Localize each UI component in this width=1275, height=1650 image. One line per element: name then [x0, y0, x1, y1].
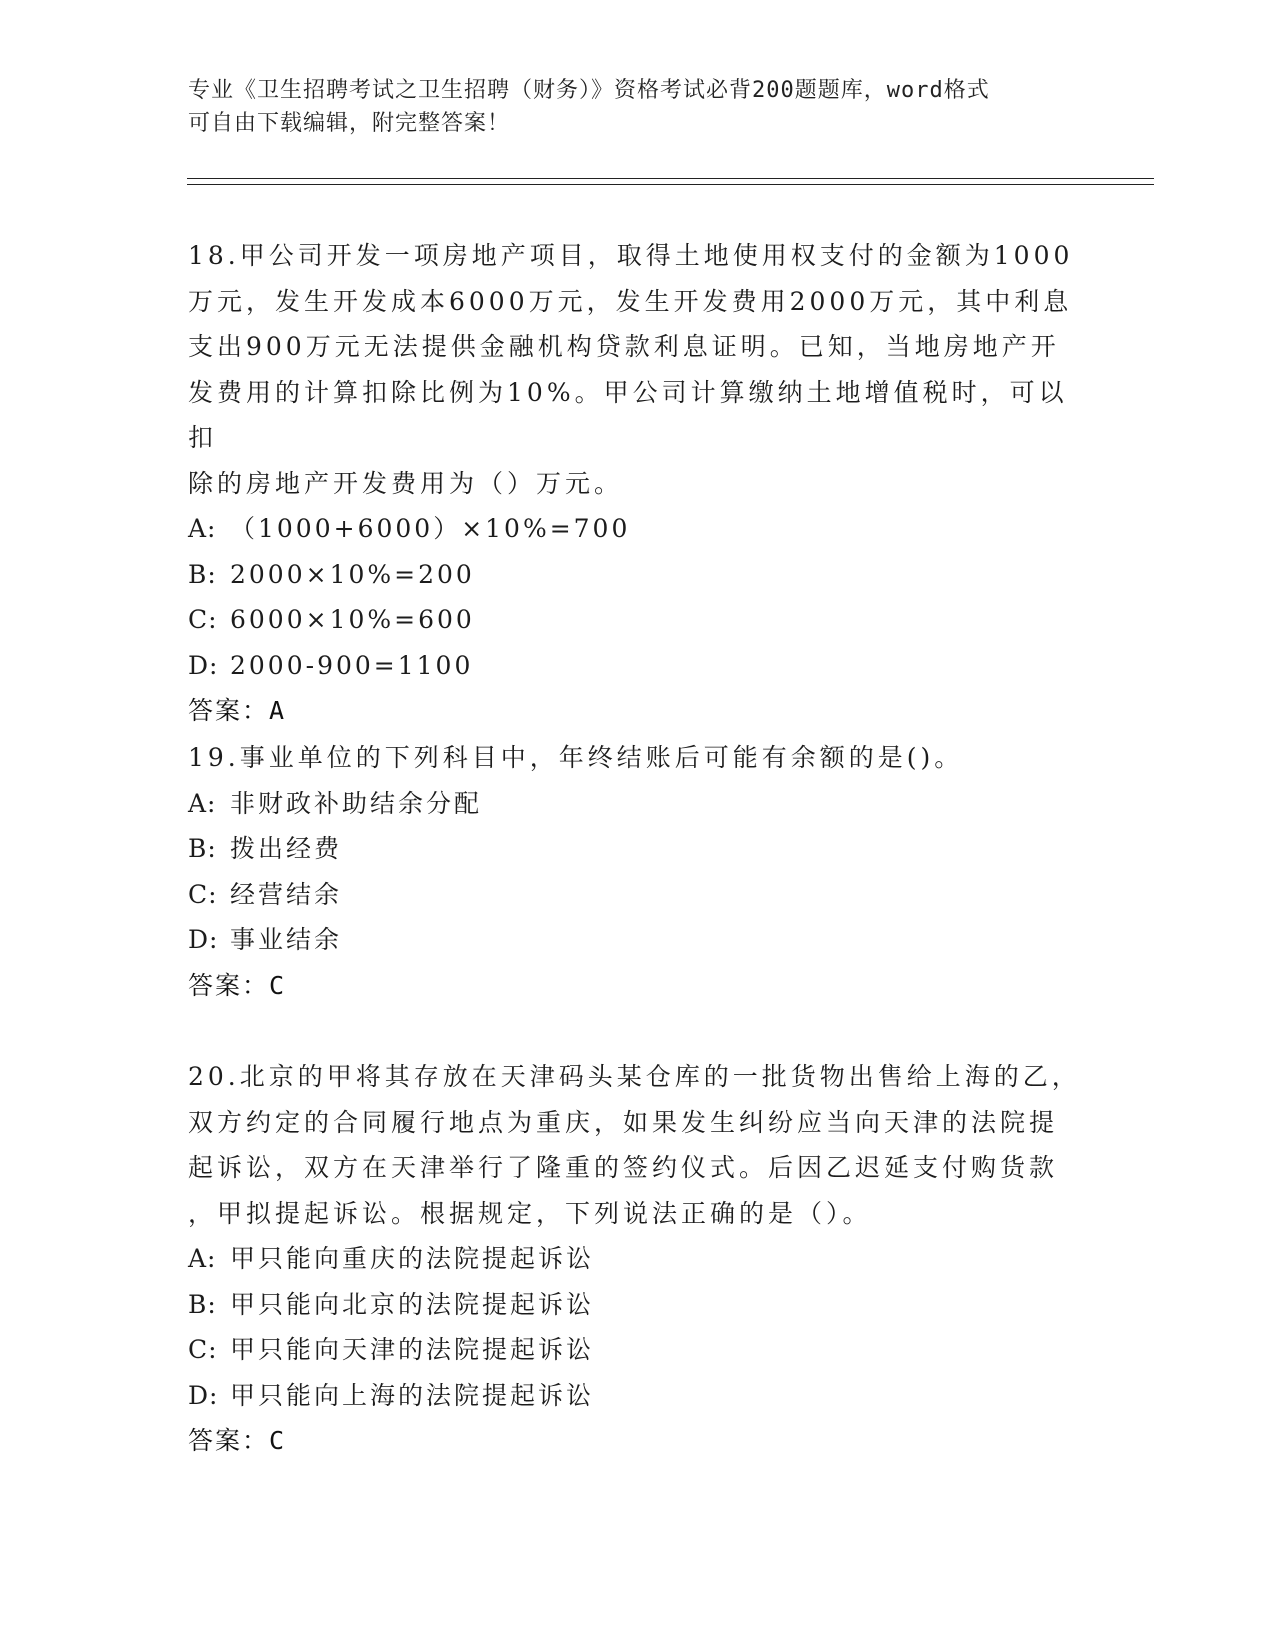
option-letter: C:: [188, 1335, 218, 1364]
option-text: 甲只能向北京的法院提起诉讼: [230, 1289, 595, 1319]
option-letter: B:: [188, 834, 217, 863]
answer-label: 答案：C: [188, 970, 287, 1000]
option-letter: A:: [188, 1244, 217, 1273]
option-a: [188, 781, 1088, 827]
question-20: [188, 1054, 1088, 1464]
option-text: 事业结余: [230, 925, 343, 954]
option-b: [188, 552, 1088, 598]
option-b: [188, 826, 1088, 872]
question-19: [188, 735, 1088, 1008]
option-letter: B:: [188, 559, 217, 589]
option-letter: C:: [188, 879, 218, 909]
question-stem-line: 20.北京的甲将其存放在天津码头某仓库的一批货物出售给上海的乙，: [188, 1062, 1081, 1091]
option-b: [188, 1282, 1088, 1328]
question-stem-line: ，甲拟提起诉讼。根据规定，下列说法正确的是（）。: [188, 1198, 872, 1228]
question-stem-line: 起诉讼，双方在天津举行了隆重的签约仪式。后因乙迟延支付购货款: [188, 1153, 1059, 1182]
document-header: [188, 74, 1068, 140]
option-a: [188, 506, 1088, 552]
question-stem-line: 18.甲公司开发一项房地产项目，取得土地使用权支付的金额为1000: [188, 241, 1074, 270]
header-line-1: 专业《卫生招聘考试之卫生招聘（财务）》资格考试必背200题题库，word格式: [188, 78, 990, 103]
option-c: [188, 1327, 1088, 1373]
header-line-2: 可自由下载编辑，附完整答案！: [188, 111, 511, 136]
question-stem-line: 支出900万元无法提供金融机构贷款利息证明。已知，当地房地产开: [188, 332, 1060, 361]
answer-label: 答案：A: [188, 696, 287, 725]
header-divider-top: [187, 178, 1154, 179]
option-text: 甲只能向上海的法院提起诉讼: [230, 1380, 595, 1410]
option-letter: B:: [188, 1289, 217, 1319]
option-text: 拨出经费: [230, 834, 343, 863]
question-stem-line: 双方约定的合同履行地点为重庆，如果发生纠纷应当向天津的法院提: [188, 1107, 1059, 1137]
header-divider-bottom: [187, 184, 1154, 185]
option-letter: C:: [188, 605, 218, 634]
option-text: （1000+6000）×10%=700: [230, 514, 631, 543]
question-stem-line: 万元，发生开发成本6000万元，发生开发费用2000万元，其中利息: [188, 286, 1073, 316]
option-letter: D:: [188, 925, 219, 954]
answer-label: 答案：C: [188, 1426, 287, 1455]
option-letter: A:: [188, 788, 217, 818]
option-text: 甲只能向重庆的法院提起诉讼: [230, 1244, 595, 1273]
option-letter: D:: [188, 650, 219, 680]
option-d: [188, 643, 1088, 689]
option-letter: A:: [188, 514, 217, 543]
option-text: 甲只能向天津的法院提起诉讼: [230, 1335, 595, 1364]
option-d: [188, 917, 1088, 963]
option-text: 2000-900=1100: [230, 650, 474, 680]
option-c: [188, 597, 1088, 643]
question-stem-line: 除的房地产开发费用为（）万元。: [188, 468, 624, 498]
option-text: 6000×10%=600: [230, 605, 475, 634]
option-text: 经营结余: [230, 879, 343, 909]
option-d: [188, 1373, 1088, 1419]
question-stem-line: 发费用的计算扣除比例为10%。甲公司计算缴纳土地增值税时，可以扣: [188, 377, 1068, 452]
option-text: 非财政补助结余分配: [230, 788, 483, 818]
option-letter: D:: [188, 1380, 219, 1410]
question-18: [188, 233, 1088, 734]
option-a: [188, 1236, 1088, 1282]
question-stem-line: 19.事业单位的下列科目中，年终结账后可能有余额的是()。: [188, 743, 964, 772]
option-c: [188, 872, 1088, 918]
option-text: 2000×10%=200: [230, 559, 475, 589]
